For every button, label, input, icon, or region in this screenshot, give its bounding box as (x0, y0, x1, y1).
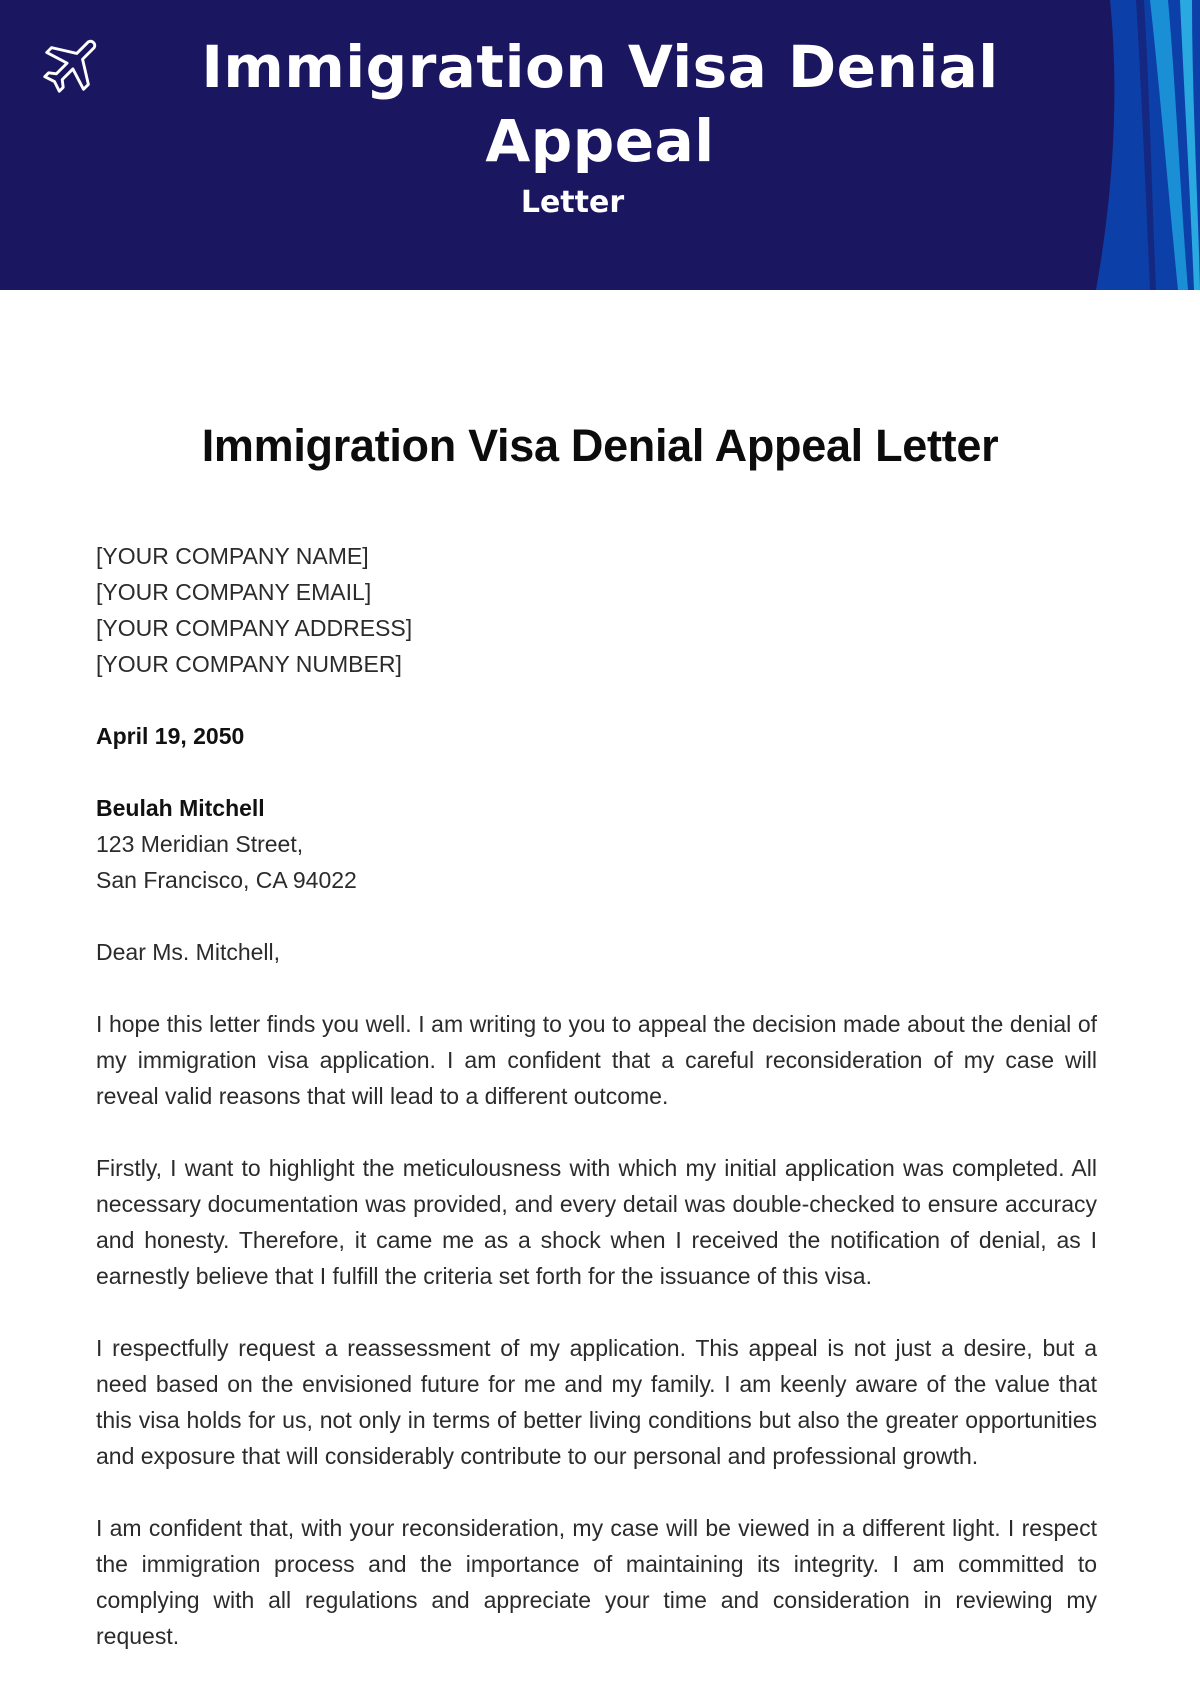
paragraph-1: I hope this letter finds you well. I am writing to you to appeal the decision made about the denial of my immigration visa application. I am confident that a careful reconsideration of my case will reveal valid reasons that will lead to a different outcome. (96, 1011, 1097, 1109)
company-address: [YOUR COMPANY ADDRESS] (96, 615, 413, 641)
header-banner (0, 0, 1200, 290)
banner-subtitle: Letter (520, 185, 625, 220)
company-name: [YOUR COMPANY NAME] (96, 543, 369, 569)
paragraph-2: Firstly, I want to highlight the meticulousness with which my initial application was completed. All necessary documentation was provided, and every detail was double-checked to ensure accuracy and honesty. Therefore, it came me as a shock when I received the notification of denial, as I earnestly believe that I fulfill the criteria set forth for the issuance of this visa. (96, 1155, 1097, 1289)
recipient-name: Beulah Mitchell (96, 795, 265, 821)
document-title: Immigration Visa Denial Appeal Letter (201, 420, 999, 471)
company-email: [YOUR COMPANY EMAIL] (96, 579, 372, 605)
letter-date: April 19, 2050 (96, 723, 245, 749)
paragraph-3: I respectfully request a reassessment of my application. This appeal is not just a desire, but a need based on the envisioned future for me and my family. I am keenly aware of the value that this visa holds for us, not only in terms of better living conditions but also the greater opportunities and exposure that will considerably contribute to our personal and professional growth. (96, 1335, 1097, 1469)
company-number: [YOUR COMPANY NUMBER] (96, 651, 402, 677)
recipient-info (96, 790, 1097, 898)
letter-body (96, 538, 1097, 1690)
recipient-street: 123 Meridian Street, (96, 831, 304, 857)
banner-decoration (1040, 0, 1200, 290)
banner-title: Immigration Visa Denial Appeal (201, 33, 999, 175)
recipient-city: San Francisco, CA 94022 (96, 867, 357, 893)
salutation: Dear Ms. Mitchell, (96, 939, 281, 965)
airplane-icon (38, 36, 100, 98)
company-info (96, 538, 1097, 682)
paragraph-4: I am confident that, with your reconsideration, my case will be viewed in a different light. I respect the immigration process and the importance of maintaining its integrity. I am committed to complying with all regulations and appreciate your time and consideration in reviewing my request. (96, 1515, 1097, 1649)
